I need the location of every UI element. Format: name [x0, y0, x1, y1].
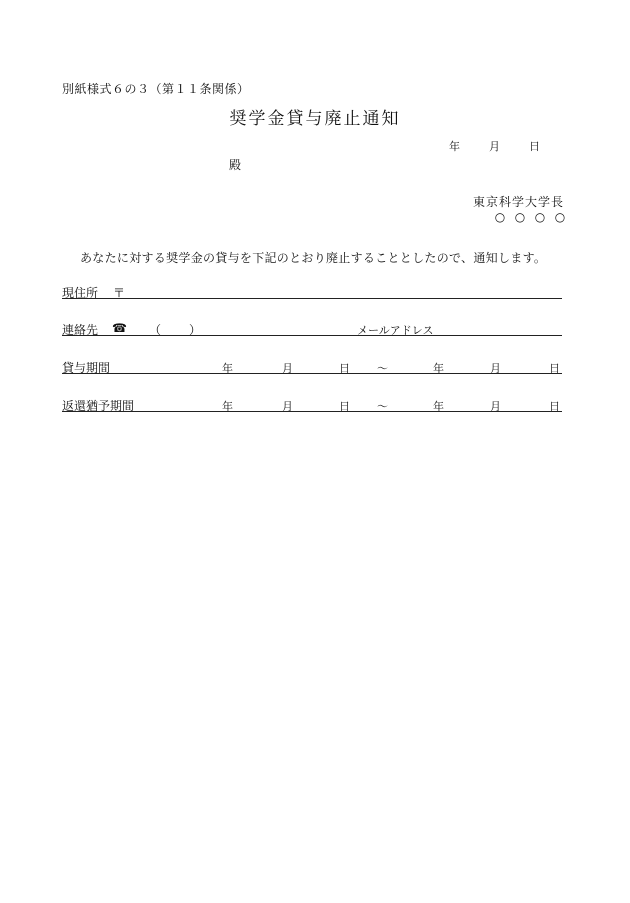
grace-end-year: 年 — [433, 400, 444, 413]
contact-field-line — [62, 335, 562, 336]
loan-start-year: 年 — [222, 362, 233, 375]
loan-end-day: 日 — [549, 362, 560, 375]
telephone-icon: ☎ — [112, 321, 127, 335]
grace-start-day: 日 — [339, 400, 350, 413]
date-year-label: 年 — [449, 140, 460, 153]
name-mark: ○ — [534, 210, 546, 224]
form-number: 別紙様式６の３（第１１条関係） — [62, 82, 250, 96]
postal-mark: 〒 — [113, 286, 126, 300]
loan-period-label: 貸与期間 — [62, 361, 111, 375]
email-label: メールアドレス — [357, 324, 434, 337]
page-title: 奨学金貸与廃止通知 — [229, 109, 401, 129]
contact-label: 連絡先 — [62, 323, 99, 337]
loan-period-line — [62, 373, 562, 374]
address-field-line — [62, 298, 562, 299]
notice-body-text: あなたに対する奨学金の貸与を下記のとおり廃止することとしたので、通知します。 — [80, 251, 547, 265]
name-mark: ○ — [494, 210, 506, 224]
addressee-suffix: 殿 — [229, 158, 242, 172]
phone-paren-close: ） — [189, 323, 202, 337]
sender-name-placeholder — [490, 210, 570, 224]
grace-end-day: 日 — [549, 400, 560, 413]
loan-start-day: 日 — [339, 362, 350, 375]
loan-end-month: 月 — [490, 362, 501, 375]
address-label: 現住所 — [62, 286, 99, 300]
grace-period-line — [62, 411, 562, 412]
phone-paren-open: （ — [149, 323, 162, 337]
loan-end-year: 年 — [433, 362, 444, 375]
grace-start-month: 月 — [282, 400, 293, 413]
grace-start-year: 年 — [222, 400, 233, 413]
loan-tilde: ～ — [377, 362, 388, 375]
date-day-label: 日 — [529, 140, 540, 153]
loan-start-month: 月 — [282, 362, 293, 375]
grace-end-month: 月 — [490, 400, 501, 413]
grace-tilde: ～ — [377, 400, 388, 413]
name-mark: ○ — [554, 210, 566, 224]
grace-period-label: 返還猶予期間 — [62, 399, 135, 413]
date-month-label: 月 — [489, 140, 500, 153]
name-mark: ○ — [514, 210, 526, 224]
sender-title: 東京科学大学長 — [472, 195, 564, 209]
